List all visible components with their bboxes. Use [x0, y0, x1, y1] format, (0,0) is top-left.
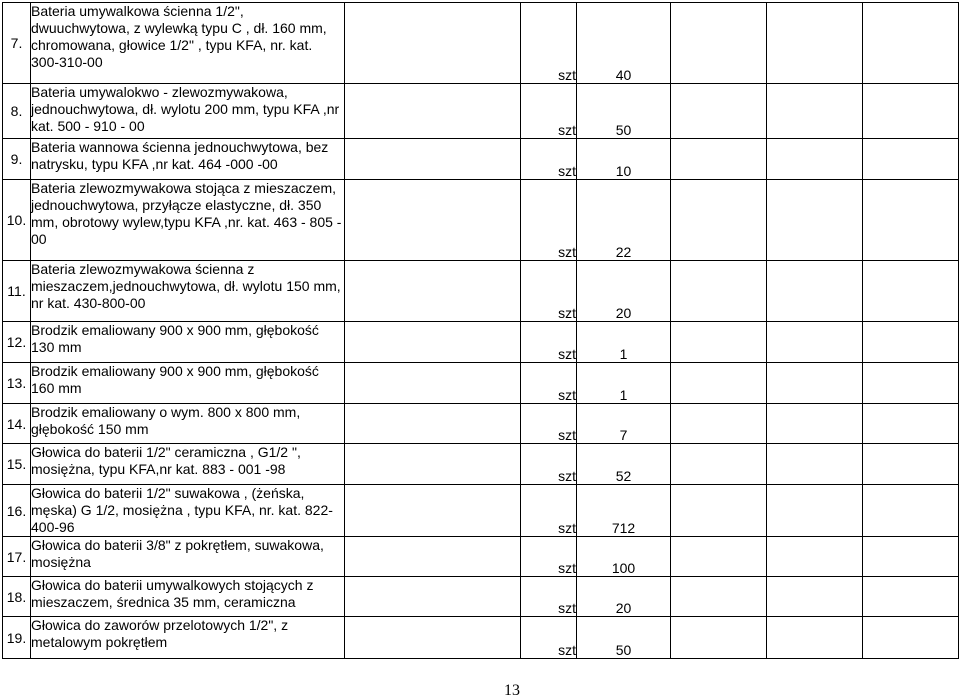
- row-number: 7.: [3, 3, 31, 84]
- empty-cell: [671, 180, 767, 261]
- item-quantity: 1: [577, 363, 671, 404]
- item-description: Bateria zlewozmywakowa ścienna z mieszaczem,jednouchwytowa, dł. wylotu 150 mm, nr kat. 430-800-00: [31, 261, 345, 322]
- empty-cell: [767, 485, 863, 537]
- empty-cell: [345, 322, 521, 363]
- item-quantity: 10: [577, 139, 671, 180]
- empty-cell: [345, 261, 521, 322]
- empty-cell: [767, 180, 863, 261]
- empty-cell: [863, 261, 959, 322]
- empty-cell: [767, 322, 863, 363]
- empty-cell: [345, 84, 521, 139]
- empty-cell: [345, 577, 521, 617]
- empty-cell: [345, 485, 521, 537]
- empty-cell: [863, 363, 959, 404]
- item-description: Brodzik emaliowany 900 x 900 mm, głębokość 160 mm: [31, 363, 345, 404]
- empty-cell: [863, 139, 959, 180]
- empty-cell: [863, 3, 959, 84]
- empty-cell: [671, 617, 767, 659]
- empty-cell: [863, 322, 959, 363]
- empty-cell: [345, 3, 521, 84]
- empty-cell: [767, 444, 863, 485]
- table-row: [3, 577, 959, 617]
- empty-cell: [767, 404, 863, 444]
- empty-cell: [671, 363, 767, 404]
- item-unit: szt: [521, 180, 577, 261]
- row-number: 13.: [3, 363, 31, 404]
- table-row: [3, 180, 959, 261]
- empty-cell: [345, 180, 521, 261]
- row-number: 18.: [3, 577, 31, 617]
- empty-cell: [863, 444, 959, 485]
- item-description: Głowica do baterii umywalkowych stojących z mieszaczem, średnica 35 mm, ceramiczna: [31, 577, 345, 617]
- row-number: 9.: [3, 139, 31, 180]
- item-quantity: 712: [577, 485, 671, 537]
- table-row: [3, 404, 959, 444]
- row-number: 14.: [3, 404, 31, 444]
- empty-cell: [767, 537, 863, 577]
- item-description: Głowica do baterii 1/2" ceramiczna , G1/2 ", mosiężna, typu KFA,nr kat. 883 - 001 -98: [31, 444, 345, 485]
- item-quantity: 20: [577, 261, 671, 322]
- item-quantity: 1: [577, 322, 671, 363]
- empty-cell: [767, 577, 863, 617]
- table-row: [3, 139, 959, 180]
- empty-cell: [671, 139, 767, 180]
- page-number: 13: [504, 682, 520, 699]
- item-unit: szt: [521, 363, 577, 404]
- table-row: [3, 485, 959, 537]
- row-number: 10.: [3, 180, 31, 261]
- item-quantity: 7: [577, 404, 671, 444]
- item-quantity: 20: [577, 577, 671, 617]
- table-row: [3, 363, 959, 404]
- empty-cell: [767, 3, 863, 84]
- empty-cell: [345, 444, 521, 485]
- table-row: [3, 537, 959, 577]
- item-quantity: 52: [577, 444, 671, 485]
- empty-cell: [863, 537, 959, 577]
- item-unit: szt: [521, 3, 577, 84]
- item-unit: szt: [521, 261, 577, 322]
- empty-cell: [345, 139, 521, 180]
- table-row: [3, 84, 959, 139]
- item-description: Bateria zlewozmywakowa stojąca z mieszaczem, jednouchwytowa, przyłącze elastyczne, dł. 350 mm, obrotowy wylew,typu KFA ,nr. kat. 463 - 805 - 00: [31, 180, 345, 261]
- row-number: 16.: [3, 485, 31, 537]
- item-quantity: 100: [577, 537, 671, 577]
- empty-cell: [863, 485, 959, 537]
- item-unit: szt: [521, 537, 577, 577]
- item-unit: szt: [521, 617, 577, 659]
- item-quantity: 22: [577, 180, 671, 261]
- empty-cell: [863, 180, 959, 261]
- empty-cell: [767, 84, 863, 139]
- item-unit: szt: [521, 404, 577, 444]
- empty-cell: [345, 363, 521, 404]
- item-unit: szt: [521, 84, 577, 139]
- items-table: [2, 2, 959, 659]
- item-description: Bateria umywalokwo - zlewozmywakowa, jednouchwytowa, dł. wylotu 200 mm, typu KFA ,nr kat. 500 - 910 - 00: [31, 84, 345, 139]
- item-description: Głowica do baterii 3/8" z pokrętłem, suwakowa, mosiężna: [31, 537, 345, 577]
- empty-cell: [345, 537, 521, 577]
- row-number: 8.: [3, 84, 31, 139]
- row-number: 19.: [3, 617, 31, 659]
- item-description: Brodzik emaliowany o wym. 800 x 800 mm, głębokość 150 mm: [31, 404, 345, 444]
- item-description: Głowica do baterii 1/2" suwakowa , (żeńska, męska) G 1/2, mosiężna , typu KFA, nr. kat. 822-400-96: [31, 485, 345, 537]
- empty-cell: [671, 444, 767, 485]
- empty-cell: [767, 139, 863, 180]
- empty-cell: [863, 577, 959, 617]
- empty-cell: [671, 84, 767, 139]
- empty-cell: [767, 261, 863, 322]
- empty-cell: [863, 617, 959, 659]
- empty-cell: [863, 404, 959, 444]
- empty-cell: [671, 485, 767, 537]
- item-description: Bateria umywalkowa ścienna 1/2", dwuuchwytowa, z wylewką typu C , dł. 160 mm, chromowana, głowice 1/2" , typu KFA, nr. kat. 300-310-00: [31, 3, 345, 84]
- row-number: 12.: [3, 322, 31, 363]
- table-row: [3, 617, 959, 659]
- item-unit: szt: [521, 577, 577, 617]
- empty-cell: [767, 617, 863, 659]
- empty-cell: [863, 84, 959, 139]
- empty-cell: [671, 577, 767, 617]
- empty-cell: [671, 322, 767, 363]
- item-quantity: 40: [577, 3, 671, 84]
- row-number: 17.: [3, 537, 31, 577]
- item-unit: szt: [521, 139, 577, 180]
- item-description: Głowica do zaworów przelotowych 1/2", z metalowym pokrętłem: [31, 617, 345, 659]
- row-number: 15.: [3, 444, 31, 485]
- item-unit: szt: [521, 444, 577, 485]
- item-unit: szt: [521, 485, 577, 537]
- item-description: Bateria wannowa ścienna jednouchwytowa, bez natrysku, typu KFA ,nr kat. 464 -000 -00: [31, 139, 345, 180]
- row-number: 11.: [3, 261, 31, 322]
- empty-cell: [671, 537, 767, 577]
- item-unit: szt: [521, 322, 577, 363]
- item-quantity: 50: [577, 84, 671, 139]
- table-row: [3, 322, 959, 363]
- item-description: Brodzik emaliowany 900 x 900 mm, głębokość 130 mm: [31, 322, 345, 363]
- empty-cell: [345, 404, 521, 444]
- empty-cell: [767, 363, 863, 404]
- table-row: [3, 3, 959, 84]
- empty-cell: [345, 617, 521, 659]
- empty-cell: [671, 404, 767, 444]
- table-row: [3, 261, 959, 322]
- table-row: [3, 444, 959, 485]
- empty-cell: [671, 261, 767, 322]
- item-quantity: 50: [577, 617, 671, 659]
- empty-cell: [671, 3, 767, 84]
